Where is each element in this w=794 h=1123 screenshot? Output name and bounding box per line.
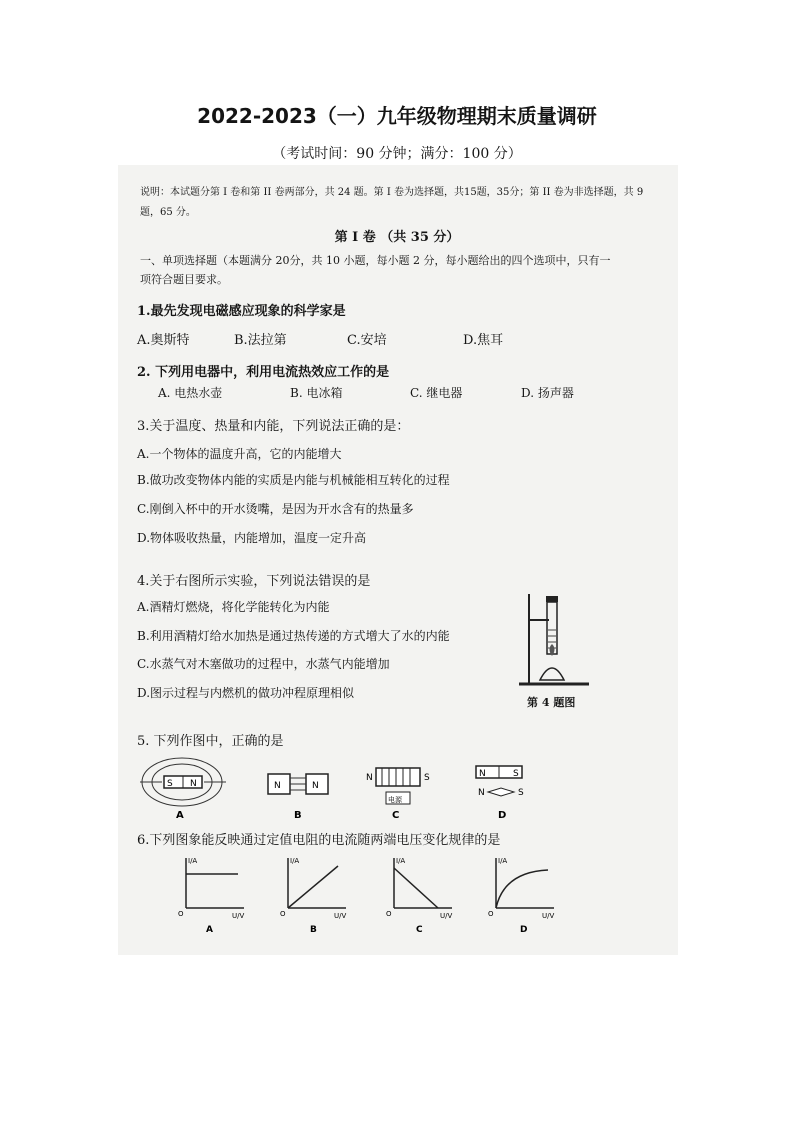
question-3-option-b: B.做功改变物体内能的实质是内能与机械能相互转化的过程 [137, 473, 450, 487]
y-axis-label: I/A [498, 857, 508, 865]
question-4-option-c: C.水蒸气对木塞做功的过程中，水蒸气内能增加 [137, 657, 390, 671]
graph-letter: D [520, 925, 528, 934]
pole-label: N [479, 769, 486, 779]
graph-line [394, 868, 438, 908]
figure-letter: B [294, 810, 302, 821]
x-axis-label: U/V [440, 912, 453, 920]
question-4-figure-caption: 第 4 题图 [527, 696, 576, 709]
question-1-option-a: A.奥斯特 [137, 333, 190, 348]
pole-label: S [518, 788, 524, 798]
pole-label: N [478, 788, 485, 798]
question-1-stem: 1.最先发现电磁感应现象的科学家是 [137, 304, 346, 319]
figure-letter: A [176, 810, 184, 821]
graph-curve [496, 870, 548, 908]
pole-label: N [190, 779, 197, 789]
question-6-graphs [170, 852, 570, 934]
section-title: 第 I 卷 （共 35 分） [334, 230, 460, 245]
graph-letter: A [206, 925, 213, 934]
origin-label: O [280, 910, 286, 918]
graph-6c [386, 857, 452, 934]
pole-label: N [312, 781, 319, 791]
figure-5d [476, 766, 524, 821]
graph-6d [488, 857, 554, 934]
graph-line [288, 866, 338, 908]
question-1-option-d: D.焦耳 [463, 333, 504, 348]
figure-5a [140, 758, 226, 821]
page-title: 2022-2023（一）九年级物理期末质量调研 [197, 104, 597, 128]
question-4-option-b: B.利用酒精灯给水加热是通过热传递的方式增大了水的内能 [137, 629, 450, 643]
origin-label: O [178, 910, 184, 918]
figure-5b [268, 774, 328, 821]
question-2-option-b: B. 电冰箱 [290, 386, 343, 400]
pole-label: N [274, 781, 281, 791]
question-2-option-d: D. 扬声器 [521, 386, 574, 400]
x-axis-label: U/V [542, 912, 555, 920]
figure-letter: C [392, 810, 400, 821]
question-4-option-a: A.酒精灯燃烧，将化学能转化为内能 [137, 600, 330, 614]
y-axis-label: I/A [396, 857, 406, 865]
exam-note: 说明：本试题分第 I 卷和第 II 卷两部分，共 24 题。第 I 卷为选择题，共15题，35分；第 II 卷为非选择题，共 9 题，65 分。 [140, 187, 644, 218]
origin-label: O [386, 910, 392, 918]
field-line [290, 778, 306, 790]
graph-6a [178, 857, 244, 934]
exam-info: （考试时间：90 分钟；满分：100 分） [272, 146, 522, 162]
graph-letter: B [310, 925, 317, 934]
question-5-figures [140, 752, 560, 822]
compass-needle [488, 788, 514, 796]
y-axis-label: I/A [290, 857, 300, 865]
pole-label: S [167, 779, 173, 789]
solenoid [376, 768, 420, 786]
pole-label: S [513, 769, 519, 779]
question-3-option-c: C.刚倒入杯中的开水烫嘴，是因为开水含有的热量多 [137, 502, 414, 516]
pole-label: S [424, 773, 430, 783]
question-3-option-d: D.物体吸收热量，内能增加，温度一定升高 [137, 531, 367, 545]
question-2-stem: 2. 下列用电器中，利用电流热效应工作的是 [137, 365, 390, 380]
cork [546, 596, 558, 602]
question-1-option-b: B.法拉第 [234, 333, 287, 348]
section-instructions: 一、单项选择题（本题满分 20分，共 10 小题，每小题 2 分，每小题给出的四个选项中，只有一项符合题目要求。 [140, 254, 611, 286]
origin-label: O [488, 910, 494, 918]
question-4-stem: 4.关于右图所示实验，下列说法错误的是 [137, 574, 371, 589]
power-label: 电源 [388, 796, 402, 804]
figure-5c [366, 768, 430, 821]
graph-letter: C [416, 925, 423, 934]
question-3-option-a: A.一个物体的温度升高，它的内能增大 [137, 447, 342, 461]
question-3-stem: 3.关于温度、热量和内能，下列说法正确的是： [137, 419, 410, 434]
question-4-option-d: D.图示过程与内燃机的做功冲程原理相似 [137, 686, 355, 700]
question-6-stem: 6.下列图象能反映通过定值电阻的电流随两端电压变化规律的是 [137, 833, 501, 848]
spirit-lamp [540, 668, 564, 680]
question-2-option-c: C. 继电器 [410, 386, 463, 400]
graph-6b [280, 857, 346, 934]
question-1-option-c: C.安培 [347, 333, 387, 348]
x-axis-label: U/V [334, 912, 347, 920]
pole-label: N [366, 773, 373, 783]
figure-letter: D [498, 810, 507, 821]
question-2-option-a: A. 电热水壶 [158, 386, 223, 400]
y-axis-label: I/A [188, 857, 198, 865]
question-5-stem: 5. 下列作图中，正确的是 [137, 734, 284, 749]
x-axis-label: U/V [232, 912, 245, 920]
question-4-figure [515, 590, 595, 690]
